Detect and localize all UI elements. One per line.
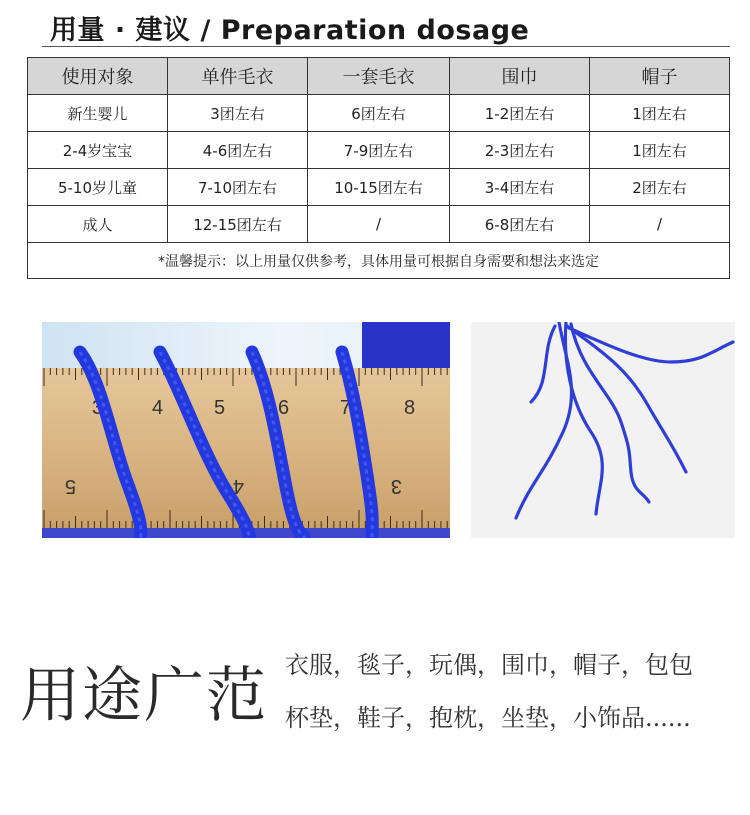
column-header: 一套毛衣 xyxy=(308,58,450,95)
table-cell: 6-8团左右 xyxy=(450,206,590,243)
table-cell: 10-15团左右 xyxy=(308,169,450,206)
yarn-on-ruler-photo xyxy=(42,322,450,538)
table-cell: 1-2团左右 xyxy=(450,95,590,132)
usage-list-line: 杯垫，鞋子，抱枕，坐垫，小饰品...... xyxy=(285,704,691,732)
table-cell: 新生婴儿 xyxy=(28,95,168,132)
table-cell: 5-10岁儿童 xyxy=(28,169,168,206)
table-row xyxy=(28,95,730,132)
ruler-label: 5 xyxy=(64,475,76,497)
ruler-label: 3 xyxy=(390,475,402,497)
table-row xyxy=(28,132,730,169)
table-cell: 3团左右 xyxy=(168,95,308,132)
table-cell: / xyxy=(308,206,450,243)
table-cell: 成人 xyxy=(28,206,168,243)
column-header: 帽子 xyxy=(590,58,730,95)
column-header: 围巾 xyxy=(450,58,590,95)
dosage-table xyxy=(27,57,730,279)
yarn-on-ruler-illustration xyxy=(42,322,450,538)
table-cell: / xyxy=(590,206,730,243)
table-cell: 7-10团左右 xyxy=(168,169,308,206)
ruler-label: 6 xyxy=(278,397,290,419)
table-cell: 2团左右 xyxy=(590,169,730,206)
table-cell: 7-9团左右 xyxy=(308,132,450,169)
table-cell: 4-6团左右 xyxy=(168,132,308,169)
table-row xyxy=(28,169,730,206)
usage-heading: 用途广范 xyxy=(20,661,268,731)
ruler-label: 7 xyxy=(340,397,352,419)
table-cell: 6团左右 xyxy=(308,95,450,132)
yarn-skein xyxy=(362,322,450,370)
table-cell: 12-15团左右 xyxy=(168,206,308,243)
ruler-label: 8 xyxy=(404,397,416,419)
table-cell: 3-4团左右 xyxy=(450,169,590,206)
table-cell: 2-3团左右 xyxy=(450,132,590,169)
usage-list-line: 衣服，毯子，玩偶，围巾，帽子，包包 xyxy=(285,651,693,679)
table-cell: 1团左右 xyxy=(590,95,730,132)
ruler-label: 3 xyxy=(92,397,104,419)
table-cell: 1团左右 xyxy=(590,132,730,169)
table-note-row xyxy=(28,243,730,279)
table-header-row xyxy=(28,58,730,95)
title-underline xyxy=(42,46,730,47)
yarn-strands-illustration xyxy=(471,322,735,538)
column-header: 单件毛衣 xyxy=(168,58,308,95)
yarn-strands-photo xyxy=(471,322,735,538)
table-cell: 2-4岁宝宝 xyxy=(28,132,168,169)
page-title: 用量 · 建议 / Preparation dosage xyxy=(50,15,530,46)
ruler-label: 5 xyxy=(214,397,226,419)
ruler-label: 4 xyxy=(152,397,164,419)
ruler-label: 4 xyxy=(232,475,244,497)
table-row xyxy=(28,206,730,243)
column-header: 使用对象 xyxy=(28,58,168,95)
tip-note: *温馨提示：以上用量仅供参考，具体用量可根据自身需要和想法来选定 xyxy=(28,243,730,279)
